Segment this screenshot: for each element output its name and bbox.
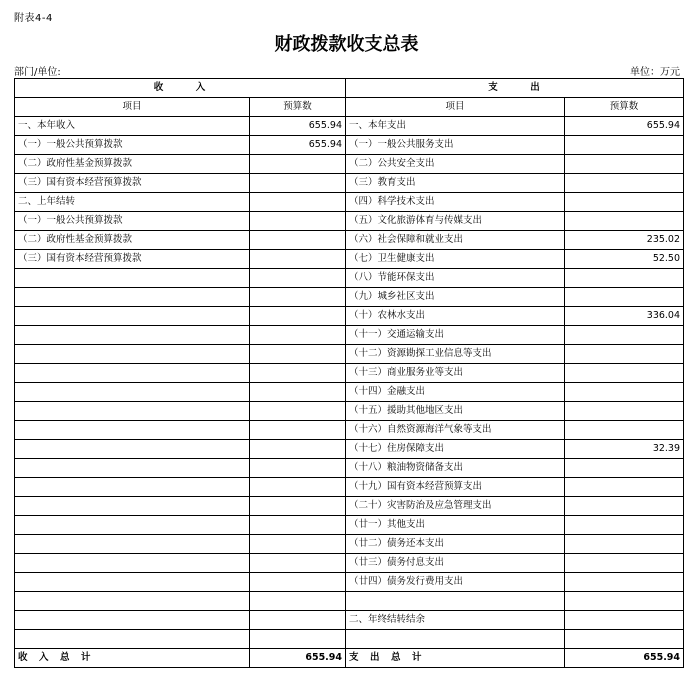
expense-value-cell: 235.02 [565, 231, 684, 250]
table-row [15, 402, 684, 421]
expense-item-cell: （十四）金融支出 [346, 383, 565, 402]
income-item-cell [15, 573, 250, 592]
income-value-cell [250, 611, 346, 630]
expense-item-cell: （廿四）债务发行费用支出 [346, 573, 565, 592]
table-row [15, 573, 684, 592]
income-value-cell [250, 478, 346, 497]
expense-item-cell: （二十）灾害防治及应急管理支出 [346, 497, 565, 516]
income-item-cell: （一）一般公共预算拨款 [15, 136, 250, 155]
income-item-cell [15, 269, 250, 288]
income-value-cell [250, 193, 346, 212]
income-value-cell [250, 155, 346, 174]
expense-value-cell [565, 155, 684, 174]
table-row [15, 345, 684, 364]
table-row [15, 269, 684, 288]
expense-value-cell [565, 212, 684, 231]
income-value-cell [250, 326, 346, 345]
income-item-cell [15, 478, 250, 497]
table-row [15, 155, 684, 174]
income-value-cell [250, 174, 346, 193]
expense-item-cell: 二、年终结转结余 [346, 611, 565, 630]
expense-value-cell [565, 478, 684, 497]
expense-item-cell: （一）一般公共服务支出 [346, 136, 565, 155]
income-item-cell [15, 611, 250, 630]
total-row [15, 649, 684, 668]
expense-item-cell: （四）科学技术支出 [346, 193, 565, 212]
table-row [15, 193, 684, 212]
expense-item-cell: （七）卫生健康支出 [346, 250, 565, 269]
income-value-cell [250, 440, 346, 459]
income-value-cell [250, 402, 346, 421]
expense-value-cell [565, 554, 684, 573]
table-row [15, 459, 684, 478]
table-row [15, 535, 684, 554]
expense-item-cell [346, 592, 565, 611]
expense-total-value: 655.94 [565, 649, 684, 668]
table-row [15, 478, 684, 497]
expense-value-cell [565, 193, 684, 212]
expense-item-cell: （十七）住房保障支出 [346, 440, 565, 459]
income-item-cell: 一、本年收入 [15, 117, 250, 136]
income-item-cell [15, 554, 250, 573]
income-item-cell: （二）政府性基金预算拨款 [15, 155, 250, 174]
income-value-cell [250, 212, 346, 231]
income-item-cell: （三）国有资本经营预算拨款 [15, 250, 250, 269]
expense-value-cell: 655.94 [565, 117, 684, 136]
income-item-cell [15, 326, 250, 345]
income-total-label: 收 入 总 计 [15, 649, 250, 668]
expense-budget-header: 预算数 [565, 98, 684, 117]
income-value-cell [250, 307, 346, 326]
income-item-cell: （一）一般公共预算拨款 [15, 212, 250, 231]
expense-value-cell [565, 497, 684, 516]
expense-item-cell: （十）农林水支出 [346, 307, 565, 326]
income-item-cell [15, 383, 250, 402]
table-row [15, 497, 684, 516]
expense-value-cell [565, 592, 684, 611]
table-row [15, 174, 684, 193]
expense-item-cell: （六）社会保障和就业支出 [346, 231, 565, 250]
expense-section-header: 支 出 [346, 79, 684, 98]
expense-value-cell [565, 402, 684, 421]
expense-item-cell: （三）教育支出 [346, 174, 565, 193]
table-row [15, 611, 684, 630]
income-value-cell: 655.94 [250, 117, 346, 136]
expense-value-cell [565, 174, 684, 193]
income-value-cell [250, 269, 346, 288]
table-row [15, 364, 684, 383]
table-row [15, 383, 684, 402]
income-budget-header: 预算数 [250, 98, 346, 117]
income-value-cell [250, 231, 346, 250]
section-header-row [15, 79, 684, 98]
income-value-cell [250, 459, 346, 478]
expense-item-cell: （十二）资源勘探工业信息等支出 [346, 345, 565, 364]
expense-item-cell: （十九）国有资本经营预算支出 [346, 478, 565, 497]
expense-item-cell: （廿二）债务还本支出 [346, 535, 565, 554]
expense-value-cell: 32.39 [565, 440, 684, 459]
expense-value-cell [565, 269, 684, 288]
expense-value-cell: 52.50 [565, 250, 684, 269]
table-row [15, 326, 684, 345]
unit-label: 单位：万元 [630, 67, 680, 78]
income-item-cell [15, 402, 250, 421]
department-label: 部门/单位: [14, 67, 61, 78]
table-row [15, 554, 684, 573]
table-row [15, 630, 684, 649]
income-item-cell [15, 592, 250, 611]
income-item-cell [15, 307, 250, 326]
income-value-cell [250, 288, 346, 307]
table-row [15, 440, 684, 459]
income-value-cell [250, 497, 346, 516]
expense-value-cell [565, 459, 684, 478]
income-value-cell [250, 573, 346, 592]
expense-value-cell [565, 364, 684, 383]
income-value-cell [250, 345, 346, 364]
income-value-cell [250, 554, 346, 573]
income-value-cell [250, 630, 346, 649]
expense-total-label: 支 出 总 计 [346, 649, 565, 668]
table-row [15, 136, 684, 155]
expense-value-cell [565, 383, 684, 402]
fiscal-summary-table [14, 78, 684, 668]
column-header-row [15, 98, 684, 117]
expense-item-cell: （廿一）其他支出 [346, 516, 565, 535]
expense-item-cell: （十八）粮油物资储备支出 [346, 459, 565, 478]
income-item-header: 项目 [15, 98, 250, 117]
income-item-cell: 二、上年结转 [15, 193, 250, 212]
income-item-cell: （三）国有资本经营预算拨款 [15, 174, 250, 193]
expense-item-cell: （十五）援助其他地区支出 [346, 402, 565, 421]
table-row [15, 288, 684, 307]
expense-item-cell: （十三）商业服务业等支出 [346, 364, 565, 383]
expense-item-cell: （八）节能环保支出 [346, 269, 565, 288]
income-value-cell: 655.94 [250, 136, 346, 155]
table-row [15, 231, 684, 250]
expense-item-header: 项目 [346, 98, 565, 117]
income-item-cell [15, 440, 250, 459]
income-item-cell: （二）政府性基金预算拨款 [15, 231, 250, 250]
income-value-cell [250, 592, 346, 611]
table-row [15, 212, 684, 231]
expense-value-cell [565, 288, 684, 307]
expense-value-cell: 336.04 [565, 307, 684, 326]
income-value-cell [250, 535, 346, 554]
income-total-value: 655.94 [250, 649, 346, 668]
income-item-cell [15, 516, 250, 535]
income-item-cell [15, 364, 250, 383]
expense-value-cell [565, 573, 684, 592]
expense-item-cell: （二）公共安全支出 [346, 155, 565, 174]
expense-value-cell [565, 345, 684, 364]
expense-value-cell [565, 326, 684, 345]
income-value-cell [250, 383, 346, 402]
page-title: 财政拨款收支总表 [274, 34, 419, 55]
income-value-cell [250, 364, 346, 383]
income-value-cell [250, 516, 346, 535]
expense-item-cell: （十一）交通运输支出 [346, 326, 565, 345]
table-row [15, 592, 684, 611]
expense-item-cell: （九）城乡社区支出 [346, 288, 565, 307]
expense-item-cell: （十六）自然资源海洋气象等支出 [346, 421, 565, 440]
table-row [15, 307, 684, 326]
income-item-cell [15, 459, 250, 478]
income-item-cell [15, 630, 250, 649]
income-section-header: 收 入 [15, 79, 346, 98]
expense-item-cell: （廿三）债务付息支出 [346, 554, 565, 573]
expense-item-cell: （五）文化旅游体育与传媒支出 [346, 212, 565, 231]
income-item-cell [15, 345, 250, 364]
expense-value-cell [565, 630, 684, 649]
expense-value-cell [565, 136, 684, 155]
income-item-cell [15, 421, 250, 440]
income-value-cell [250, 250, 346, 269]
income-item-cell [15, 535, 250, 554]
table-row [15, 516, 684, 535]
income-item-cell [15, 288, 250, 307]
expense-value-cell [565, 611, 684, 630]
income-item-cell [15, 497, 250, 516]
attachment-label: 附表4-4 [14, 13, 53, 24]
expense-item-cell [346, 630, 565, 649]
expense-value-cell [565, 535, 684, 554]
income-value-cell [250, 421, 346, 440]
table-row [15, 250, 684, 269]
table-row [15, 421, 684, 440]
expense-value-cell [565, 421, 684, 440]
table-row [15, 117, 684, 136]
expense-value-cell [565, 516, 684, 535]
expense-item-cell: 一、本年支出 [346, 117, 565, 136]
